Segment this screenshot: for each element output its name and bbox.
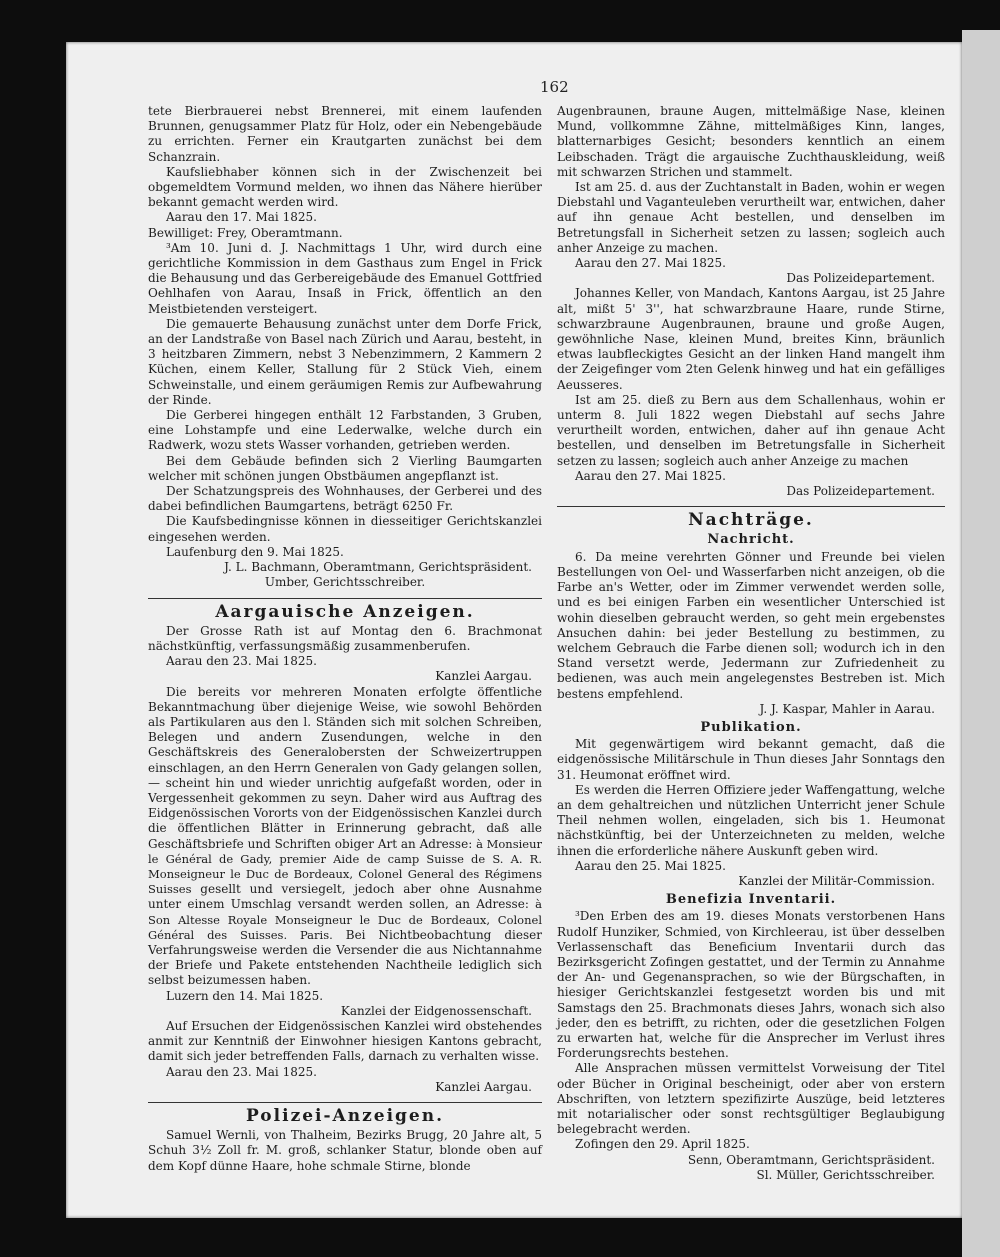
paragraph: Ist am 25. dieß zu Bern aus dem Schallenhaus, wohin er unterm 8. Juli 1822 wegen Diebstahl auf sechs Jahre verurtheilt worden, entwichen, daher auf ihn genaue Acht bestellen, und denselben im Betretungsfalle in Sicherheit setzen zu lassen; sogleich auch anher Anzeige zu machen	[557, 392, 945, 468]
paragraph: Kaufsliebhaber können sich in der Zwischenzeit bei obgemeldtem Vormund melden, wo ihnen das Nähere hierüber bekannt gemacht werden wird.	[148, 164, 542, 210]
signature: Senn, Oberamtmann, Gerichtspräsident.	[687, 1152, 935, 1167]
left-column	[148, 104, 542, 1174]
section-divider	[148, 1102, 542, 1103]
paragraph: 6. Da meine verehrten Gönner und Freunde bei vielen Bestellungen von Oel- und Wasserfarben nicht anzeigen, ob die Farbe an's Wetter, oder im Zimmer verwendet werden solle, und es bei einigen Farben ein wesentlicher Unterschied ist wohin dieselben gebraucht werden, so geht mein ergebenstes Ansuchen dahin: bei jeder Bestellung zu bestimmen, zu welchem Gebrauch die Farbe dienen soll; wodurch ich in den Stand versetzt werde, Jedermann zur Zufriedenheit zu bedienen, was auch mein angelegenstes Bestreben ist. Mich bestens empfehlend.	[557, 549, 945, 701]
dateline: Aarau den 17. Mai 1825.	[166, 210, 317, 225]
subsection-heading: Publikation.	[700, 719, 802, 735]
section-heading: Polizei-Anzeigen.	[245, 1106, 445, 1126]
paragraph: Die Gerberei hingegen enthält 12 Farbstanden, 3 Gruben, eine Lohstampfe und eine Lederwalke, welche durch ein Radwerk, wozu stets Wasser vorhanden, getrieben werden.	[148, 408, 542, 453]
paragraph: Mit gegenwärtigem wird bekannt gemacht, daß die eidgenössische Militärschule in Thun dieses Jahr Sonntags den 31. Heumonat eröffnet wird.	[557, 737, 945, 782]
french-address: à Monsieur le Général de Gady, premier Aide de camp Suisse de S. A. R. Monseigneur le Duc de Bordeaux, Colonel General des Régimens Suisses	[148, 836, 542, 897]
paragraph: ³Den Erben des am 19. dieses Monats verstorbenen Hans Rudolf Hunziker, Schmied, von Kirchleerau, ist über desselben Verlassenschaft das Beneficium Inventarii durch das Bezirksgericht Zofingen gestattet, und der Termin zu Annahme der An- und Gegenansprachen, so wie der Bürgschaften, in hiesiger Gerichtskanzlei festgesetzt worden bis und mit Samstags den 25. Brachmonats dieses Jahrs, wonach sich also jeder, den es betrifft, zu richten, oder die gesetzlichen Folgen zu erwarten hat, welche für die Ansprecher im Verlust ihres Forderungsrechts bestehen.	[557, 909, 945, 1061]
subsection-heading: Nachricht.	[707, 532, 795, 548]
adjacent-page-edge	[962, 30, 1000, 1257]
dateline: Luzern den 14. Mai 1825.	[166, 988, 324, 1003]
paragraph: Der Schatzungspreis des Wohnhauses, der Gerberei und des dabei befindlichen Baumgartens, beträgt 6250 Fr.	[148, 484, 542, 514]
signature: J. L. Bachmann, Oberamtmann, Gerichtspräsident.	[224, 560, 532, 575]
approval-line: Bewilliget: Frey, Oberamtmann.	[148, 225, 343, 240]
dateline: Aarau den 23. Mai 1825.	[166, 654, 317, 669]
signature: Das Polizeidepartement.	[786, 484, 935, 499]
paragraph	[148, 685, 542, 989]
paragraph: tete Bierbrauerei nebst Brennerei, mit einem laufenden Brunnen, genugsammer Platz für Holz, oder ein Nebengebäude zu errichten. Ferner ein Krautgarten zunächst bei dem Schanzrain.	[148, 104, 542, 164]
paragraph: Auf Ersuchen der Eidgenössischen Kanzlei wird obstehendes anmit zur Kenntniß der Einwohner hiesigen Kantons gebracht, damit sich jeder betreffenden Falls, darnach zu verhalten wisse.	[148, 1018, 542, 1064]
section-divider	[148, 598, 542, 599]
paragraph: Johannes Keller, von Mandach, Kantons Aargau, ist 25 Jahre alt, mißt 5' 3'', hat schwarzbraune Haare, runde Stirne, schwarzbraune Augenbraunen, braune und große Augen, gewöhnliche Nase, kleinen Mund, breites Kinn, bräunlich etwas laubfleckigtes Gesicht an der linken Hand mangelt ihm der Zeigefinger vom 2ten Gelenk hinweg und hat ein gefälliges Aeusseres.	[557, 286, 945, 392]
dateline: Aarau den 23. Mai 1825.	[166, 1064, 317, 1079]
signature: Umber, Gerichtsschreiber.	[264, 575, 426, 590]
signature: Das Polizeidepartement.	[786, 271, 935, 286]
dateline: Zofingen den 29. April 1825.	[575, 1137, 750, 1152]
paragraph: Der Grosse Rath ist auf Montag den 6. Brachmonat nächstkünftig, verfassungsmäßig zusammenberufen.	[148, 623, 542, 653]
text-run: Die bereits vor mehreren Monaten erfolgte öffentliche Bekanntmachung über diejenige Weise, wie sowohl Behörden als Partikularen aus den l. Ständen sich mit solchen Schreiben, Belegen und andern Zusendungen, welche in den Geschäftskreis des Generalobersten der Schweizertruppen einschlagen, an den Herrn Generalen von Gady gelangen sollen, — scheint hin und wieder unrichtig aufgefaßt worden, oder in Vergessenheit gekommen zu seyn. Daher wird aus Auftrag des Eidgenössischen Vororts von der Eidgenössischen Kanzlei durch die öffentlichen Blätter in Erinnerung gebracht, daß alle Geschäftsbriefe und Schriften obiger Art an Adresse:	[148, 684, 542, 851]
page-number: 162	[540, 78, 569, 96]
paragraph: Augenbraunen, braune Augen, mittelmäßige Nase, kleinen Mund, vollkommne Zähne, mittelmäßiges Kinn, langes, blatternarbiges Gesicht; besonders kenntlich an einem Leibschaden. Trägt die argauische Zuchthauskleidung, weiß mit schwarzen Strichen und stammelt.	[557, 104, 945, 179]
section-heading: Aargauische Anzeigen.	[215, 601, 475, 622]
section-divider	[557, 506, 945, 507]
text-run: Bei Nichtbeobachtung dieser Verfahrungsweise werden die Versender die aus Nichtannahme der Briefe und Pakete entstehenden Nachtheile lediglich sich selbst beizumessen haben.	[148, 927, 542, 988]
paragraph: Die Kaufsbedingnisse können in diesseitiger Gerichtskanzlei eingesehen werden.	[148, 514, 542, 544]
paragraph: ³Am 10. Juni d. J. Nachmittags 1 Uhr, wird durch eine gerichtliche Kommission in dem Gasthaus zum Engel in Frick die Behausung und das Gerbereigebäude des Emanuel Gottfried Oehlhafen von Aarau, Insaß in Frick, öffentlich an den Meistbietenden versteigert.	[148, 240, 542, 316]
paragraph: Samuel Wernli, von Thalheim, Bezirks Brugg, 20 Jahre alt, 5 Schuh 3½ Zoll fr. M. groß, schlanker Statur, blonde oben auf dem Kopf dünne Haare, hohe schmale Stirne, blonde	[148, 1128, 542, 1173]
signature: Kanzlei der Eidgenossenschaft.	[340, 1003, 532, 1018]
dateline: Aarau den 25. Mai 1825.	[575, 858, 726, 873]
french-address: à Son Altesse Royale Monseigneur le Duc de Bordeaux, Colonel Général des Suisses. Paris.	[148, 897, 542, 942]
paragraph: Es werden die Herren Offiziere jeder Waffengattung, welche an dem gehaltreichen und nützlichen Unterricht jener Schule Theil nehmen wollen, eingeladen, sich bis 1. Heumonat nächstkünftig, bei der Unterzeichneten zu melden, welche ihnen die erforderliche nähere Auskunft geben wird.	[557, 782, 945, 858]
paragraph: Die gemauerte Behausung zunächst unter dem Dorfe Frick, an der Landstraße von Basel nach Zürich und Aarau, besteht, in 3 heitzbaren Zimmern, nebst 3 Nebenzimmern, 2 Kammern 2 Küchen, einem Keller, Stallung für 2 Stück Vieh, einem Schweinstalle, und einem geräumigen Remis zur Aufbewahrung der Rinde.	[148, 316, 542, 407]
paragraph: Ist am 25. d. aus der Zuchtanstalt in Baden, wohin er wegen Diebstahl und Vaganteuleben verurtheilt war, entwichen, daher auf ihn genaue Acht bestellen, und denselben im Betretungsfall in Sicherheit setzen zu lassen; sogleich auch anher Anzeige zu machen.	[557, 180, 945, 255]
paragraph: Bei dem Gebäude befinden sich 2 Vierling Baumgarten welcher mit schönen jungen Obstbäumen angepflanzt ist.	[148, 453, 542, 483]
signature: Kanzlei der Militär-Commission.	[738, 873, 935, 888]
signature: Kanzlei Aargau.	[435, 669, 532, 684]
signature: J. J. Kaspar, Mahler in Aarau.	[759, 701, 935, 716]
subsection-heading: Benefizia Inventarii.	[665, 892, 837, 908]
section-heading: Nachträge.	[688, 510, 814, 531]
signature: Kanzlei Aargau.	[435, 1079, 532, 1094]
right-column	[557, 104, 945, 1183]
paragraph: Alle Ansprachen müssen vermittelst Vorweisung der Titel oder Bücher in Original bescheinigt, oder aber von erstern Abschriften, von letztern spezifizirte Auszüge, beid letzteres mit notarialischer oder sonst rechtsgültiger Beglaubigung belegebracht werden.	[557, 1061, 945, 1137]
dateline: Aarau den 27. Mai 1825.	[575, 468, 726, 483]
dateline: Aarau den 27. Mai 1825.	[575, 256, 726, 271]
text-run: gesellt und versiegelt, jedoch aber ohne Ausnahme unter einem Umschlag versandt werden sollen, an Adresse:	[148, 882, 542, 912]
signature: Sl. Müller, Gerichtsschreiber.	[756, 1167, 935, 1182]
dateline: Laufenburg den 9. Mai 1825.	[166, 544, 344, 559]
